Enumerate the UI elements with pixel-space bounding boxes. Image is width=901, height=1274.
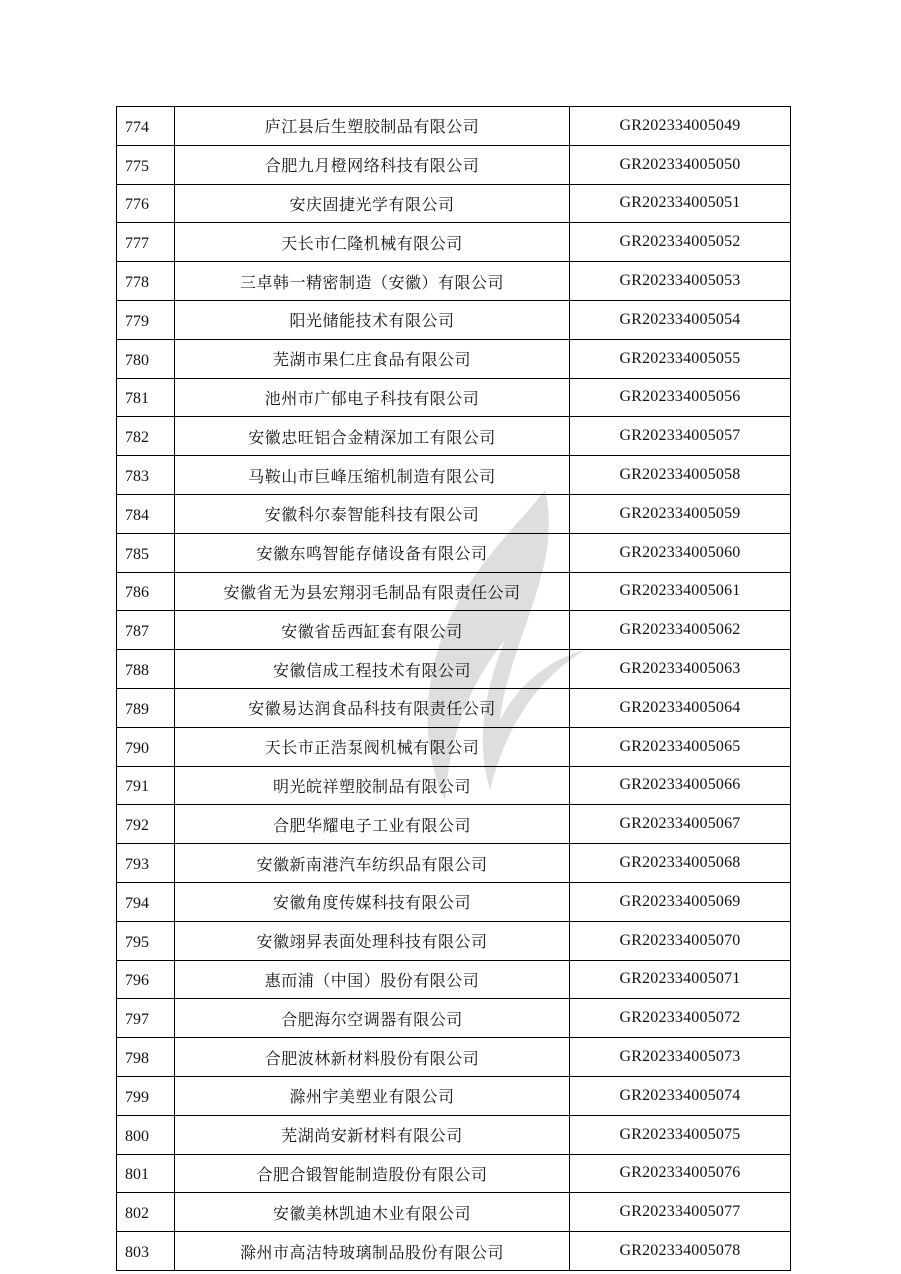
row-number: 794 <box>117 882 175 921</box>
table-row <box>117 960 791 999</box>
table-row <box>117 844 791 883</box>
company-name: 安徽忠旺铝合金精深加工有限公司 <box>175 417 570 456</box>
company-name: 安徽易达润食品科技有限责任公司 <box>175 688 570 727</box>
company-name: 安徽角度传媒科技有限公司 <box>175 882 570 921</box>
row-number: 784 <box>117 494 175 533</box>
row-number: 797 <box>117 999 175 1038</box>
table-row <box>117 766 791 805</box>
company-name: 三卓韩一精密制造（安徽）有限公司 <box>175 262 570 301</box>
table-row <box>117 882 791 921</box>
company-name: 明光皖祥塑胶制品有限公司 <box>175 766 570 805</box>
company-name: 池州市广郁电子科技有限公司 <box>175 378 570 417</box>
row-number: 803 <box>117 1232 175 1271</box>
row-number: 783 <box>117 456 175 495</box>
company-name: 天长市仁隆机械有限公司 <box>175 223 570 262</box>
row-number: 778 <box>117 262 175 301</box>
row-number: 785 <box>117 533 175 572</box>
certificate-code: GR202334005070 <box>570 921 791 960</box>
table-row <box>117 611 791 650</box>
table-row <box>117 921 791 960</box>
row-number: 776 <box>117 184 175 223</box>
row-number: 789 <box>117 688 175 727</box>
certificate-code: GR202334005067 <box>570 805 791 844</box>
certificate-code: GR202334005053 <box>570 262 791 301</box>
table-row <box>117 223 791 262</box>
company-name: 安徽东鸣智能存储设备有限公司 <box>175 533 570 572</box>
table-row <box>117 1115 791 1154</box>
certificate-code: GR202334005058 <box>570 456 791 495</box>
certificate-code: GR202334005052 <box>570 223 791 262</box>
table-row <box>117 999 791 1038</box>
certificate-code: GR202334005075 <box>570 1115 791 1154</box>
table-row <box>117 378 791 417</box>
table-row <box>117 688 791 727</box>
table-row <box>117 145 791 184</box>
company-name: 庐江县后生塑胶制品有限公司 <box>175 107 570 146</box>
row-number: 787 <box>117 611 175 650</box>
certificate-code: GR202334005060 <box>570 533 791 572</box>
certificate-code: GR202334005076 <box>570 1154 791 1193</box>
certificate-code: GR202334005074 <box>570 1076 791 1115</box>
certificate-code: GR202334005050 <box>570 145 791 184</box>
row-number: 800 <box>117 1115 175 1154</box>
row-number: 792 <box>117 805 175 844</box>
certificate-code: GR202334005064 <box>570 688 791 727</box>
table-row <box>117 417 791 456</box>
table-row <box>117 300 791 339</box>
enterprise-list-table <box>116 106 791 1271</box>
company-name: 芜湖尚安新材料有限公司 <box>175 1115 570 1154</box>
row-number: 774 <box>117 107 175 146</box>
company-name: 合肥合锻智能制造股份有限公司 <box>175 1154 570 1193</box>
certificate-code: GR202334005059 <box>570 494 791 533</box>
row-number: 791 <box>117 766 175 805</box>
row-number: 780 <box>117 339 175 378</box>
certificate-code: GR202334005054 <box>570 300 791 339</box>
company-name: 惠而浦（中国）股份有限公司 <box>175 960 570 999</box>
certificate-code: GR202334005078 <box>570 1232 791 1271</box>
company-name: 滁州市高洁特玻璃制品股份有限公司 <box>175 1232 570 1271</box>
table-row <box>117 650 791 689</box>
certificate-code: GR202334005051 <box>570 184 791 223</box>
certificate-code: GR202334005072 <box>570 999 791 1038</box>
row-number: 790 <box>117 727 175 766</box>
table-row <box>117 262 791 301</box>
company-name: 合肥海尔空调器有限公司 <box>175 999 570 1038</box>
row-number: 798 <box>117 1038 175 1077</box>
certificate-code: GR202334005065 <box>570 727 791 766</box>
certificate-code: GR202334005057 <box>570 417 791 456</box>
row-number: 793 <box>117 844 175 883</box>
row-number: 802 <box>117 1193 175 1232</box>
company-name: 阳光储能技术有限公司 <box>175 300 570 339</box>
certificate-code: GR202334005077 <box>570 1193 791 1232</box>
table-row <box>117 1038 791 1077</box>
row-number: 779 <box>117 300 175 339</box>
table-row <box>117 727 791 766</box>
row-number: 775 <box>117 145 175 184</box>
certificate-code: GR202334005056 <box>570 378 791 417</box>
table-row <box>117 1076 791 1115</box>
certificate-code: GR202334005073 <box>570 1038 791 1077</box>
company-name: 合肥华耀电子工业有限公司 <box>175 805 570 844</box>
certificate-code: GR202334005066 <box>570 766 791 805</box>
table-row <box>117 805 791 844</box>
company-name: 安徽翊昇表面处理科技有限公司 <box>175 921 570 960</box>
row-number: 782 <box>117 417 175 456</box>
table-row <box>117 1154 791 1193</box>
table-row <box>117 494 791 533</box>
company-name: 合肥九月橙网络科技有限公司 <box>175 145 570 184</box>
certificate-code: GR202334005061 <box>570 572 791 611</box>
company-name: 安徽信成工程技术有限公司 <box>175 650 570 689</box>
company-name: 安庆固捷光学有限公司 <box>175 184 570 223</box>
row-number: 801 <box>117 1154 175 1193</box>
table-row <box>117 572 791 611</box>
company-name: 安徽省无为县宏翔羽毛制品有限责任公司 <box>175 572 570 611</box>
company-name: 合肥波林新材料股份有限公司 <box>175 1038 570 1077</box>
table-row <box>117 1193 791 1232</box>
company-name: 马鞍山市巨峰压缩机制造有限公司 <box>175 456 570 495</box>
company-name: 安徽新南港汽车纺织品有限公司 <box>175 844 570 883</box>
company-name: 安徽美林凯迪木业有限公司 <box>175 1193 570 1232</box>
company-name: 滁州宇美塑业有限公司 <box>175 1076 570 1115</box>
row-number: 777 <box>117 223 175 262</box>
company-name: 安徽省岳西缸套有限公司 <box>175 611 570 650</box>
row-number: 781 <box>117 378 175 417</box>
certificate-code: GR202334005063 <box>570 650 791 689</box>
table-row <box>117 533 791 572</box>
row-number: 796 <box>117 960 175 999</box>
table-row <box>117 456 791 495</box>
certificate-code: GR202334005062 <box>570 611 791 650</box>
certificate-code: GR202334005071 <box>570 960 791 999</box>
certificate-code: GR202334005049 <box>570 107 791 146</box>
certificate-code: GR202334005055 <box>570 339 791 378</box>
row-number: 795 <box>117 921 175 960</box>
table-row <box>117 339 791 378</box>
company-name: 天长市正浩泵阀机械有限公司 <box>175 727 570 766</box>
company-name: 芜湖市果仁庄食品有限公司 <box>175 339 570 378</box>
row-number: 799 <box>117 1076 175 1115</box>
table-row <box>117 1232 791 1271</box>
row-number: 786 <box>117 572 175 611</box>
row-number: 788 <box>117 650 175 689</box>
table-row <box>117 184 791 223</box>
certificate-code: GR202334005069 <box>570 882 791 921</box>
table-row <box>117 107 791 146</box>
company-name: 安徽科尔泰智能科技有限公司 <box>175 494 570 533</box>
certificate-code: GR202334005068 <box>570 844 791 883</box>
